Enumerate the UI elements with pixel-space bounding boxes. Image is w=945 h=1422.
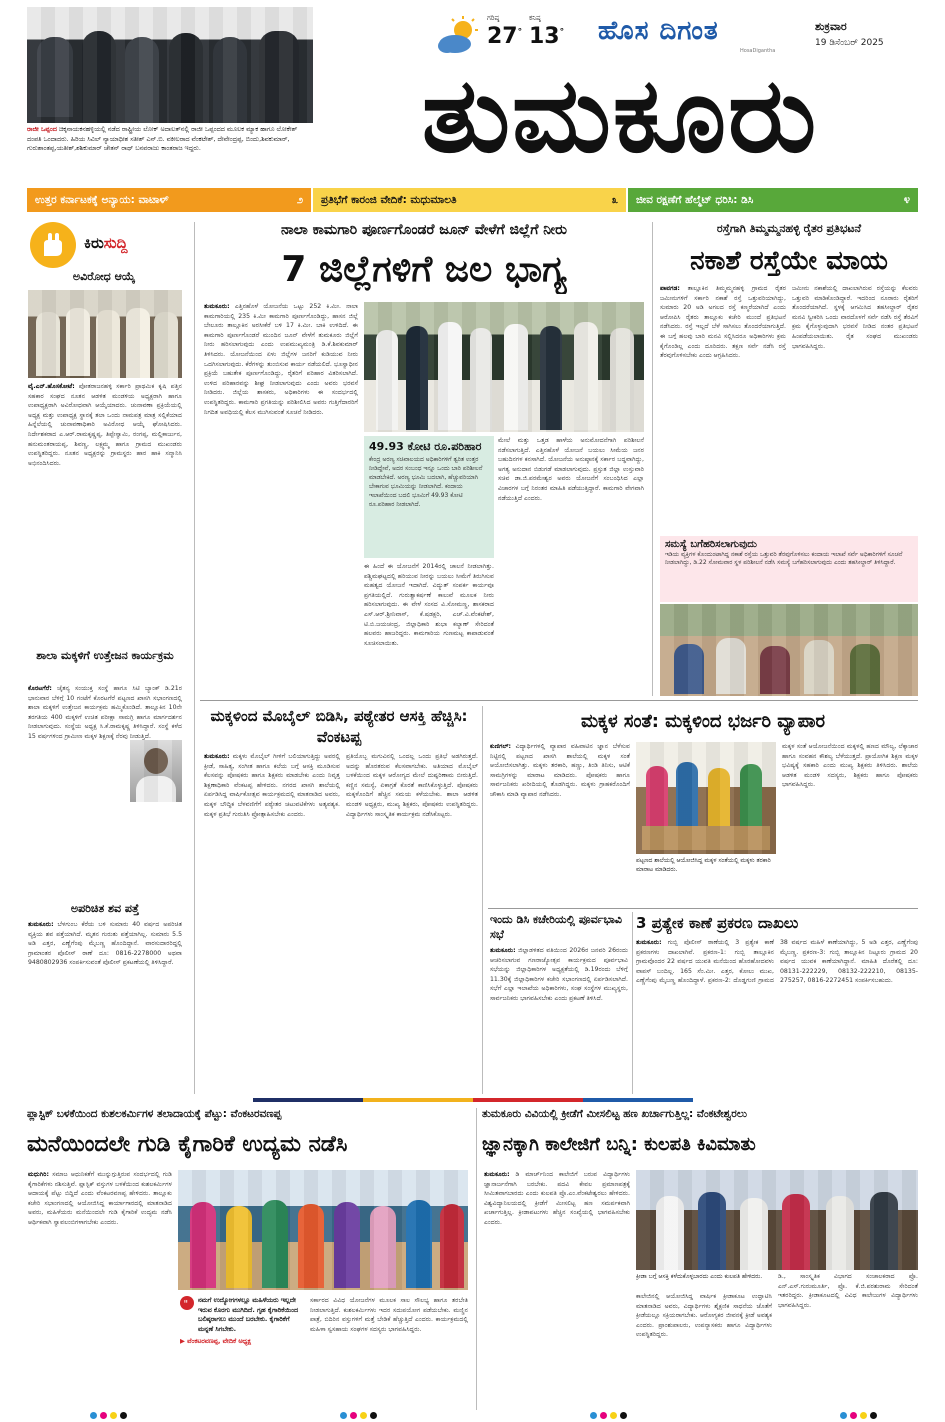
- right-kicker: ರಸ್ತೆಗಾಗಿ ತಿಮ್ಮಮ್ಮನಹಳ್ಳಿ ರೈತರ ಪ್ರತಿಭಟನೆ: [716, 222, 862, 235]
- min-temp: 13°: [529, 24, 565, 49]
- lead-col2: ಮೇಲೆ ಮತ್ತು ಒತ್ತಡ ಹಾಳೆಯ ಅನುಮೋದನೆಗಾಗಿ ಪರಿಶೀಲನೆ ನಡೆಸಲಾಗುತ್ತಿದೆ. ಎತ್ತಿನಹೊಳೆ ಯೋಜನೆ ಬಯಲು ಸೀಮೆಯ ಜನರ ಬಹುದಿನಗಳ ಕನಸಾಗಿದೆ. ಯೋಜನೆಯ ಅನುಷ್ಠಾನಕ್ಕೆ ಸರ್ಕಾರ ಬದ್ಧವಾಗಿದ್ದು, ಅಗತ್ಯ ಅನುದಾನ ಬಿಡುಗಡೆ ಮಾಡಲಾಗುವುದು. ಪ್ರಸ್ತುತ ಜಿಲ್ಲಾ ಉಸ್ತುವಾರಿ ಸಚಿವ ಡಾ.ಜಿ.ಪರಮೇಶ್ವರ ಅವರು ಯೋಜನೆಗೆ ಸಂಬಂಧಿಸಿದ ಎಲ್ಲಾ ವಿಚಾರಗಳ ಬಗ್ಗೆ ನಿರಂತರ ಮಾಹಿತಿ ಪಡೆಯುತ್ತಿದ್ದಾರೆ. ಕಾಮಗಾರಿ ವೇಗವಾಗಿ ನಡೆಯುತ್ತಿದೆ ಎಂದರು.: [498, 437, 644, 502]
- cases-body: ತುಮಕೂರು: ಗುಬ್ಬಿ ಪೊಲೀಸ್ ಠಾಣೆಯಲ್ಲಿ 3 ಪ್ರತ್ಯೇಕ ಕಾಣೆ ಪ್ರಕರಣಗಳು ದಾಖಲಾಗಿವೆ. ಪ್ರಕರಣ-1: ಗುಬ್ಬಿ ತಾಲ್ಲೂಕಿನ ಗ್ರಾಮವೊಂದರ 22 ವರ್ಷದ ಯುವತಿ ಮನೆಯಿಂದ ಹೊರಹೋದವಳು ವಾಪಸ್ ಬಂದಿಲ್ಲ. 165 ಸೆಂ.ಮೀ. ಎತ್ತರ, ಕೋಲು ಮುಖ, ಎಣ್ಣೆಗೆಂಪು ಮೈಬಣ್ಣ ಹೊಂದಿದ್ದಾಳೆ. ಪ್ರಕರಣ-2: ದೊಡ್ಡಗುಣಿ ಗ್ರಾಮದ 38 ವರ್ಷದ ಮಹಿಳೆ ಕಾಣೆಯಾಗಿದ್ದು, 5 ಅಡಿ ಎತ್ತರ, ಎಣ್ಣೆಗೆಂಪು ಮೈಬಣ್ಣ. ಪ್ರಕರಣ-3: ಗುಬ್ಬಿ ತಾಲ್ಲೂಕಿನ ನಿಟ್ಟೂರು ಗ್ರಾಮದ 20 ವರ್ಷದ ಯುವಕ ಕಾಣೆಯಾಗಿದ್ದಾನೆ. ಮಾಹಿತಿ ದೊರೆತಲ್ಲಿ ದೂ: 08131-222229, 08132-222210, 08135-275257, 0816-2272451 ಸಂಪರ್ಕಿಸಬಹುದು.: [636, 939, 918, 985]
- registration-marks-left: [90, 1412, 127, 1419]
- bottom-right-headline: ಜ್ಞಾನಕ್ಕಾಗಿ ಕಾಲೇಜಿಗೆ ಬನ್ನಿ: ಕುಲಪತಿ ಕಿವಿಮಾತು: [482, 1134, 756, 1155]
- lead-col3: ಈ ಹಿಂದೆ ಈ ಯೋಜನೆಗೆ 2014ರಲ್ಲಿ ಚಾಲನೆ ನೀಡಲಾಗಿತ್ತು. ಪಶ್ಚಿಮಘಟ್ಟದಲ್ಲಿ ಹರಿಯುವ ನೀರನ್ನು ಬಯಲು ಸೀಮೆಗೆ ತಿರುಗಿಸುವ ಮಹತ್ವದ ಯೋಜನೆ ಇದಾಗಿದೆ. ವಿದ್ಯುತ್ ಸಂಪರ್ಕ ಕಾರ್ಯವೂ ಪ್ರಗತಿಯಲ್ಲಿದೆ. ಗುರುತ್ವಾಕರ್ಷಣೆ ಕಾಲುವೆ ಮೂಲಕ ನೀರು ಹರಿಸಲಾಗುವುದು. ಈ ವೇಳೆ ಸಂಸದ ವಿ.ಸೋಮಣ್ಣ, ಶಾಸಕರಾದ ಎಸ್.ಆರ್.ಶ್ರೀನಿವಾಸ್, ಕೆ.ಷಡಕ್ಷರಿ, ಎಚ್.ವಿ.ವೆಂಕಟೇಶ್, ಟಿ.ಬಿ.ಜಯಚಂದ್ರ, ಜಿಲ್ಲಾಧಿಕಾರಿ ಶುಭಾ ಕಲ್ಯಾಣ್ ಸೇರಿದಂತೆ ಹಲವರು ಹಾಜರಿದ್ದರು. ಕಾಮಗಾರಿಯ ಗುಣಮಟ್ಟ ಕಾಪಾಡುವಂತೆ ಸೂಚಿಸಲಾಯಿತು.: [364, 563, 494, 647]
- top-photo: [27, 7, 313, 123]
- mid-right-col2: ಮಕ್ಕಳ ಸಂತೆ ಆಯೋಜನೆಯಿಂದ ಮಕ್ಕಳಲ್ಲಿ ಹಣದ ಮೌಲ್ಯ, ಲೆಕ್ಕಾಚಾರ ಹಾಗೂ ಸಂವಹನ ಕೌಶಲ್ಯ ಬೆಳೆಯುತ್ತದೆ. ಪ್ರಾಯೋಗಿಕ ಶಿಕ್ಷಣ ಮಕ್ಕಳ ಭವಿಷ್ಯಕ್ಕೆ ಸಹಕಾರಿ ಎಂದು ಮುಖ್ಯ ಶಿಕ್ಷಕರು ತಿಳಿಸಿದರು. ಶಾಲೆಯ ಆಡಳಿತ ಮಂಡಳಿ ಸದಸ್ಯರು, ಶಿಕ್ಷಕರು ಹಾಗೂ ಪೋಷಕರು ಭಾಗವಹಿಸಿದ್ದರು.: [782, 743, 918, 789]
- kirusuddi-story3-body: ತುಮಕೂರು: ಬೆಳಗುಂಬ ಕೆರೆಯ ಬಳಿ ಸುಮಾರು 40 ವರ್ಷದ ಅಪರಿಚಿತ ವ್ಯಕ್ತಿಯ ಶವ ಪತ್ತೆಯಾಗಿದೆ. ಮೃತನ ಗುರುತು ಪತ್ತೆಯಾಗಿಲ್ಲ. ಸುಮಾರು 5.5 ಅಡಿ ಎತ್ತರ, ಎಣ್ಣೆಗೆಂಪು ಮೈಬಣ್ಣ ಹೊಂದಿದ್ದಾನೆ. ವಾರಸುದಾರರಿದ್ದಲ್ಲಿ ಗ್ರಾಮಾಂತರ ಪೊಲೀಸ್ ಠಾಣೆ ದೂ: 0816-2278000 ಅಥವಾ 9480802936 ಸಂಪರ್ಕಿಸುವಂತೆ ಪೊಲೀಸ್ ಪ್ರಕಟಣೆಯಲ್ಲಿ ತಿಳಿಸಿದ್ದಾರೆ.: [28, 921, 182, 967]
- mid-right-headline: ಮಕ್ಕಳ ಸಂತೆ: ಮಕ್ಕಳಿಂದ ಭರ್ಜರಿ ವ್ಯಾಪಾರ: [580, 711, 826, 732]
- kirusuddi-story1-body: ವೈ.ಎನ್.ಹೊಸಕೋಟೆ: ಪೋತರಾಜನಹಳ್ಳಿ ಸರ್ಕಾರಿ ಪ್ರಾಥಮಿಕ ಕೃಷಿ ಪತ್ತಿನ ಸಹಕಾರ ಸಂಘದ ನೂತನ ಆಡಳಿತ ಮಂಡಳಿಯ ಅಧ್ಯಕ್ಷರಾಗಿ ಹಾಗೂ ಉಪಾಧ್ಯಕ್ಷರಾಗಿ ಅವಿರೋಧವಾಗಿ ಆಯ್ಕೆಯಾದರು. ಚುನಾವಣಾ ಪ್ರಕ್ರಿಯೆಯಲ್ಲಿ ಅಧ್ಯಕ್ಷ ಮತ್ತು ಉಪಾಧ್ಯಕ್ಷ ಸ್ಥಾನಕ್ಕೆ ತಲಾ ಒಂದು ನಾಮಪತ್ರ ಮಾತ್ರ ಸಲ್ಲಿಕೆಯಾದ ಹಿನ್ನೆಲೆಯಲ್ಲಿ ಚುನಾವಣಾಧಿಕಾರಿ ಅವಿರೋಧ ಆಯ್ಕೆ ಘೋಷಿಸಿದರು. ನಿರ್ದೇಶಕರಾದ ಎ.ಆರ್.ರಾಮಕೃಷ್ಣಪ್ಪ, ತಿಪ್ಪೇಸ್ವಾಮಿ, ರಂಗಪ್ಪ, ಮಲ್ಲಿಕಾರ್ಜುನ, ಹನುಮಂತರಾಯಪ್ಪ, ಶಿವಣ್ಣ, ಲಕ್ಷ್ಮಮ್ಮ ಹಾಗೂ ಗ್ರಾಮದ ಮುಖಂಡರು ಉಪಸ್ಥಿತರಿದ್ದರು. ನೂತನ ಅಧ್ಯಕ್ಷರನ್ನು ಗ್ರಾಮಸ್ಥರು ಹಾರ ಹಾಕಿ ಸನ್ಮಾನಿಸಿ ಅಭಿನಂದಿಸಿದರು.: [28, 383, 182, 467]
- paper-logo: ಹೊಸ ದಿಗಂತ HosaDigantha: [598, 16, 776, 54]
- kirusuddi-story3-title: ಅಪರಿಚಿತ ಶವ ಪತ್ತೆ: [70, 902, 140, 915]
- lead-headline: 7 ಜಿಲ್ಲೆಗಳಿಗೆ ಜಲ ಭಾಗ್ಯ: [281, 249, 567, 290]
- registration-marks-mid2: [590, 1412, 627, 1419]
- dateline: ಶುಕ್ರವಾರ 19 ಡಿಸೆಂಬರ್ 2025: [815, 20, 884, 48]
- mid-left-headline: ಮಕ್ಕಳಿಂದ ಮೊಬೈಲ್ ಬಿಡಿಸಿ, ಪಠ್ಯೇತರ ಆಸಕ್ತಿ ಹೆಚ್ಚಿಸಿ: ವೆಂಕಟಪ್ಪ: [210, 707, 468, 746]
- quote-icon: [180, 1296, 194, 1310]
- right-box: ಸಮಸ್ಯೆ ಬಗೆಹರಿಸಲಾಗುವುದು ಇಡಿಯ ವ್ಯಕ್ತಿಗಳ ಕೊಂದುಂಟಾಗಿದ್ದ ನಕಾಶೆ ರಸ್ತೆಯ ಒತ್ತುವರಿ ತೆರವುಗೊಳಿಸಲು ಕಂದಾಯ ಇಲಾಖೆ ಸರ್ವೆ ಅಧಿಕಾರಿಗಳಿಗೆ ಸೂಚನೆ ನೀಡಲಾಗಿದ್ದು, ಡಿ.22 ಸೋಮವಾರ ಸ್ಥಳ ಪರಿಶೀಲನೆ ನಡೆಸಿ ಸಮಸ್ಯೆ ಬಗೆಹರಿಸಲಾಗುವುದು ಎಂದು ತಹಸೀಲ್ದಾರ್ ತಿಳಿಸಿದ್ದಾರೆ.: [660, 536, 918, 602]
- bottom-right-col3: ಡಿ., ಸಾಂಸ್ಕೃತಿಕ ವಿಭಾಗದ ಸಂಚಾಲಕರಾದ ಪ್ರೊ. ಎನ್.ಎಸ್.ಗುರುಮೂರ್ತಿ, ಪ್ರೊ. ಕೆ.ಜಿ.ಪರಶುರಾಮ ಸೇರಿದಂತೆ ಇತರರಿದ್ದರು. ಕ್ರೀಡಾಕೂಟದಲ್ಲಿ ವಿವಿಧ ಕಾಲೇಜುಗಳ ವಿದ್ಯಾರ್ಥಿಗಳು ಭಾಗವಹಿಸಿದ್ದರು.: [778, 1273, 918, 1309]
- lead-col1: ತುಮಕೂರು: ಎತ್ತಿನಹೊಳೆ ಯೋಜನೆಯ ಒಟ್ಟು 252 ಕಿ.ಮೀ. ನಾಲಾ ಕಾಮಗಾರಿಯಲ್ಲಿ 235 ಕಿ.ಮೀ ಕಾಮಗಾರಿ ಪೂರ್ಣಗೊಂಡಿದ್ದು, ಹಾಸನ ಜಿಲ್ಲೆ ಬೇಲೂರು ತಾಲ್ಲೂಕಿನ ಅರಸೀಕೆರೆ ಬಳಿ 17 ಕಿ.ಮೀ. ಬಾಕಿ ಉಳಿದಿದೆ. ಈ ಕಾಮಗಾರಿ ಪೂರ್ಣಗೊಂಡರೆ ಮುಂದಿನ ಜೂನ್ ವೇಳೆಗೆ ತುಮಕೂರು ಜಿಲ್ಲೆಗೆ ನೀರು ಹರಿಸಲಾಗುವುದು ಎಂದು ಉಪಮುಖ್ಯಮಂತ್ರಿ ಡಿ.ಕೆ.ಶಿವಕುಮಾರ್ ತಿಳಿಸಿದರು. ಯೋಜನೆಯಿಂದ ಏಳು ಜಿಲ್ಲೆಗಳ ಜನರಿಗೆ ಕುಡಿಯುವ ನೀರು ಒದಗಿಸಲಾಗುವುದು. ಕೆರೆಗಳನ್ನು ತುಂಬಿಸುವ ಕಾರ್ಯ ನಡೆಯಲಿದೆ. ಭೂಸ್ವಾಧೀನ ಪ್ರಕ್ರಿಯೆ ಬಹುತೇಕ ಪೂರ್ಣಗೊಂಡಿದ್ದು, ರೈತರಿಗೆ ಪರಿಹಾರ ವಿತರಿಸಲಾಗಿದೆ. ಉಳಿದ ಪರಿಹಾರವನ್ನು ಶೀಘ್ರ ನೀಡಲಾಗುವುದು ಎಂದು ಅವರು ಭರವಸೆ ನೀಡಿದರು. ಜಿಲ್ಲೆಯ ಶಾಸಕರು, ಅಧಿಕಾರಿಗಳು ಈ ಸಂದರ್ಭದಲ್ಲಿ ಉಪಸ್ಥಿತರಿದ್ದರು. ಕಾಮಗಾರಿ ಪ್ರಗತಿಯನ್ನು ಪರಿಶೀಲಿಸಿದ ಅವರು ಗುತ್ತಿಗೆದಾರರಿಗೆ ನಿಗದಿತ ಅವಧಿಯಲ್ಲಿ ಕೆಲಸ ಮುಗಿಸುವಂತೆ ಸೂಚನೆ ನೀಡಿದರು.: [204, 303, 358, 416]
- bottom-right-photo: [636, 1170, 918, 1270]
- mid-right-photo-caption: ಪಟ್ಟಣದ ಶಾಲೆಯಲ್ಲಿ ಆಯೋಜಿಸಿದ್ದ ಮಕ್ಕಳ ಸಂತೆಯಲ್ಲಿ ಮಕ್ಕಳು ತರಕಾರಿ ಮಾರಾಟ ಮಾಡಿದರು.: [636, 857, 771, 873]
- registration-marks-mid1: [340, 1412, 377, 1419]
- index-bar: [27, 188, 918, 212]
- cases-headline: 3 ಪ್ರತ್ಯೇಕ ಕಾಣೆ ಪ್ರಕರಣ ದಾಖಲು: [636, 914, 799, 932]
- section-divider: [27, 1098, 918, 1102]
- right-col2: ಜಮೀನು ನಕಾಶೆಯಲ್ಲಿ ದಾಖಲಾಗಿರುವ ರಸ್ತೆಯನ್ನು ಕೆಲವರು ಒತ್ತುವರಿ ಮಾಡಿಕೊಂಡಿದ್ದಾರೆ. ಇದರಿಂದ ನೂರಾರು ರೈತರಿಗೆ ತೊಂದರೆಯಾಗಿದೆ. ಸ್ಥಳಕ್ಕೆ ಆಗಮಿಸಿದ ತಹಸೀಲ್ದಾರ್ ರೈತರ ಮನವಿ ಸ್ವೀಕರಿಸಿ ಒಂದು ವಾರದೊಳಗೆ ಸರ್ವೆ ನಡೆಸಿ ರಸ್ತೆ ತೆರವಿಗೆ ಕ್ರಮ ಕೈಗೊಳ್ಳುವುದಾಗಿ ಭರವಸೆ ನೀಡಿದ ನಂತರ ಪ್ರತಿಭಟನೆ ಹಿಂಪಡೆಯಲಾಯಿತು. ರೈತ ಸಂಘದ ಮುಖಂಡರು ಭಾಗವಹಿಸಿದ್ದರು.: [792, 285, 918, 350]
- kirusuddi-photo-1: [28, 290, 182, 378]
- registration-marks-right: [840, 1412, 877, 1419]
- top-photo-caption: ರಾಜೀ ಒಪ್ಪಂದ ಚಿಕ್ಕನಾಯಕನಹಳ್ಳಿಯಲ್ಲಿ ನಡೆದ ರಾಷ್ಟ್ರೀಯ ಲೋಕ್ ಅದಾಲತ್‌ನಲ್ಲಿ ರಾಜೀ ಒಪ್ಪಂದದ ಮೂಲಕ ಮ್ಯಾಕ ಹಾಗೂ ಲೋಕೇಶ್ ದಂಪತಿ ಒಂದಾದರು. ಹಿರಿಯ ಸಿವಿಲ್ ನ್ಯಾಯಾಧೀಶ ಸತೀಶ್ ಎನ್.ಬಿ. ವಕೀಲರಾದ ವೆಂಕಟೇಶ್, ದೇವೇಂದ್ರಪ್ಪ, ಬಿಂದು,ಶಿವಕುಮಾರ್, ಗುರುಶಾಂತಪ್ಪ,ಯತೀಶ್,ಶಶಿಕುಮಾರ್ ಚೇತನ್ ರಾಥ್ ಬನವರಾಜು ಕಾಂತರಾಜ ಇದ್ದರು.: [27, 125, 298, 152]
- bottom-left-quote: " ನಮಗೆ ಉದ್ಯೋಗಗಳಲ್ಲೂ ಮಹಿಳೆಯರು ಇಲ್ಲದೇ ಇರುವ ಕೊರಗು ಮುಗಿದಿದೆ. ಗೃಹ ಕೈಗಾರಿಕೆಯಿಂದ ಬಲಿಷ್ಠರಾಗಲು ಮುಂದೆ ಬರಬೇಕು. ಕೈಗಾರಿಕೆಗೆ ಮನ್ನಣೆ ಸಿಗಬೇಕು. ▶ ವೆಂಕಟರವಣಪ್ಪ, ವೇದಿಕೆ ಅಧ್ಯಕ್ಷ: [180, 1296, 304, 1410]
- masthead-title: ತುಮಕೂರು: [421, 54, 819, 176]
- svg-text:": ": [183, 1299, 189, 1310]
- right-photo: [660, 604, 918, 696]
- mid-left-col2: ಪ್ರತಿಯೊಬ್ಬ ಮಗುವಿನಲ್ಲಿ ಒಂದಲ್ಲ ಒಂದು ಪ್ರತಿಭೆ ಅಡಗಿರುತ್ತದೆ. ಅದನ್ನು ಹೊರತರುವ ಕೆಲಸವಾಗಬೇಕು. ಅತಿಯಾದ ಮೊಬೈಲ್ ಬಳಕೆಯಿಂದ ಮಕ್ಕಳ ಆರೋಗ್ಯದ ಮೇಲೆ ದುಷ್ಪರಿಣಾಮ ಬೀರುತ್ತಿದೆ. ಕಣ್ಣಿನ ಸಮಸ್ಯೆ, ಏಕಾಗ್ರತೆ ಕೊರತೆ ಕಾಣಿಸಿಕೊಳ್ಳುತ್ತಿದೆ. ಪೋಷಕರು ಮಕ್ಕಳೊಂದಿಗೆ ಹೆಚ್ಚಿನ ಸಮಯ ಕಳೆಯಬೇಕು. ಶಾಲಾ ಆಡಳಿತ ಮಂಡಳಿ ಅಧ್ಯಕ್ಷರು, ಮುಖ್ಯ ಶಿಕ್ಷಕರು, ಪೋಷಕರು ಉಪಸ್ಥಿತರಿದ್ದರು. ವಿದ್ಯಾರ್ಥಿಗಳು ಸಾಂಸ್ಕೃತಿಕ ಕಾರ್ಯಕ್ರಮ ನಡೆಸಿಕೊಟ್ಟರು.: [346, 753, 478, 818]
- kirusuddi-story1-title: ಅವಿರೋಧ ಆಯ್ಕೆ: [72, 270, 136, 283]
- lead-infobox: 49.93 ಕೋಟಿ ರೂ.ಪರಿಹಾರ ಕೇಂದ್ರ ಅರಣ್ಯ ಸಚಿವಾಲಯದ ಅಧಿಕಾರಿಗಳಿಗೆ ತ್ವರಿತ ಉತ್ತರ ನೀಡಿದ್ದೇವೆ, ಅದರ ಸಂಬಂಧ ಇನ್ನೂ ಒಂದು ಬಾರಿ ಪರಿಶೀಲನೆ ಮಾಡಬೇಕಿದೆ. ಅರಣ್ಯ ಭೂಮಿ ಬದಲಾಗಿ, ಹೆಚ್ಚುವರಿಯಾಗಿ ಬೇಕಾಗುವ ಭೂಮಿಯನ್ನು ನೀಡಲಾಗಿದೆ. ಕಂದಾಯ ಇಲಾಖೆಯಿಂದ ಬದಲಿ ಭೂಮಿಗೆ 49.93 ಕೋಟಿ ರೂ.ಪರಿಹಾರ ನೀಡಲಾಗಿದೆ.: [364, 436, 494, 558]
- index-item-1[interactable]: ಉತ್ತರ ಕರ್ನಾಟಕಕ್ಕೆ ಅನ್ಯಾಯ: ವಾಟಾಳ್ ೨: [27, 188, 313, 212]
- max-temp: 27°: [487, 24, 523, 49]
- bottom-left-kicker: ಪ್ಲಾಸ್ಟಿಕ್ ಬಳಕೆಯಿಂದ ಕುಶಲಕರ್ಮಿಗಳ ತಲಾದಾಯಕ್ಕೆ ಪೆಟ್ಟು: ವೆಂಕಟರವಣಪ್ಪ: [27, 1108, 282, 1120]
- bottom-right-photo-caption: ಕ್ರೀಡಾ ಬಗ್ಗೆ ಆಸಕ್ತಿ ಕಳೆದುಕೊಳ್ಳಬಾರದು ಎಂದು ಕುಲಪತಿ ಹೇಳಿದರು.: [636, 1273, 763, 1280]
- mid-right-photo: [636, 742, 776, 854]
- bottom-left-headline: ಮನೆಯಿಂದಲೇ ಗುಡಿ ಕೈಗಾರಿಕೆ ಉದ್ಯಮ ನಡೆಸಿ: [27, 1132, 348, 1157]
- mid-left-col1: ತುಮಕೂರು: ಮಕ್ಕಳು ಮೊಬೈಲ್ ಗೀಳಿಗೆ ಬಲಿಯಾಗುತ್ತಿದ್ದು ಅವರಲ್ಲಿ ಕ್ರೀಡೆ, ಸಾಹಿತ್ಯ, ಸಂಗೀತ ಹಾಗೂ ಕಲೆಯ ಬಗ್ಗೆ ಆಸಕ್ತಿ ಮೂಡಿಸುವ ಕೆಲಸವನ್ನು ಪೋಷಕರು ಹಾಗೂ ಶಿಕ್ಷಕರು ಮಾಡಬೇಕು ಎಂದು ನಿವೃತ್ತ ಶಿಕ್ಷಣಾಧಿಕಾರಿ ವೆಂಕಟಪ್ಪ ಹೇಳಿದರು. ನಗರದ ಖಾಸಗಿ ಶಾಲೆಯಲ್ಲಿ ಏರ್ಪಡಿಸಿದ್ದ ವಾರ್ಷಿಕೋತ್ಸವ ಕಾರ್ಯಕ್ರಮದಲ್ಲಿ ಮಾತನಾಡಿದ ಅವರು, ಮಕ್ಕಳ ಬೌದ್ಧಿಕ ಬೆಳವಣಿಗೆಗೆ ಪಠ್ಯೇತರ ಚಟುವಟಿಕೆಗಳು ಅತ್ಯವಶ್ಯಕ. ಮಕ್ಕಳ ಪ್ರತಿಭೆ ಗುರುತಿಸಿ ಪ್ರೋತ್ಸಾಹಿಸಬೇಕು ಎಂದರು.: [204, 753, 340, 818]
- bottom-left-photo: [178, 1170, 468, 1290]
- right-col1: ಪಾವಗಡ: ತಾಲ್ಲೂಕಿನ ತಿಮ್ಮಮ್ಮನಹಳ್ಳಿ ಗ್ರಾಮದ ರೈತರ ಜಮೀನುಗಳಿಗೆ ಸರ್ಕಾರಿ ನಕಾಶೆ ರಸ್ತೆ ಒತ್ತುವರಿಯಾಗಿದ್ದು, ಸುಮಾರು 20 ಅಡಿ ಅಗಲದ ರಸ್ತೆ ಕಣ್ಮರೆಯಾಗಿದೆ ಎಂದು ಆರೋಪಿಸಿ ರೈತರು ತಾಲ್ಲೂಕು ಕಚೇರಿ ಮುಂದೆ ಪ್ರತಿಭಟನೆ ನಡೆಸಿದರು. ರಸ್ತೆ ಇಲ್ಲದೆ ಬೆಳೆ ಸಾಗಿಸಲು ತೊಂದರೆಯಾಗುತ್ತಿದೆ. ಈ ಬಗ್ಗೆ ಹಲವು ಬಾರಿ ಮನವಿ ಸಲ್ಲಿಸಿದರೂ ಅಧಿಕಾರಿಗಳು ಕ್ರಮ ಕೈಗೊಂಡಿಲ್ಲ ಎಂದು ದೂರಿದರು. ತಕ್ಷಣ ಸರ್ವೆ ನಡೆಸಿ ರಸ್ತೆ ತೆರವುಗೊಳಿಸಬೇಕು ಎಂದು ಆಗ್ರಹಿಸಿದರು.: [660, 285, 786, 360]
- right-headline: ನಕಾಶೆ ರಸ್ತೆಯೇ ಮಾಯ: [690, 246, 888, 276]
- pinch-hand-icon: [38, 230, 68, 260]
- bottom-right-col1: ತುಮಕೂರು: ಡಿ ಮಾರ್ಚ್‌ನಿಂದ ಕಾಲೇಜಿಗೆ ಬರುವ ವಿದ್ಯಾರ್ಥಿಗಳು ಜ್ಞಾನಾರ್ಜನೆಗಾಗಿ ಬರಬೇಕು. ಪದವಿ ಕೇವಲ ಪ್ರಮಾಣಪತ್ರಕ್ಕೆ ಸೀಮಿತವಾಗಬಾರದು ಎಂದು ಕುಲಪತಿ ಪ್ರೊ.ಎಂ.ವೆಂಕಟೇಶ್ವರಲು ಹೇಳಿದರು. ವಿಶ್ವವಿದ್ಯಾನಿಲಯದಲ್ಲಿ ಕ್ರೀಡೆಗೆ ಮೀಸಲಿಟ್ಟ ಹಣ ಸಮರ್ಪಕವಾಗಿ ಖರ್ಚಾಗುತ್ತಿಲ್ಲ. ಕ್ರೀಡಾಪಟುಗಳು ಹೆಚ್ಚಿನ ಸಂಖ್ಯೆಯಲ್ಲಿ ಭಾಗವಹಿಸಬೇಕು ಎಂದರು.: [484, 1171, 630, 1226]
- weather-widget: ಗರಿಷ್ಠ 27° ಕನಿಷ್ಠ 13°: [437, 14, 577, 58]
- bottom-right-col2: ಕಾಲೇಜಿನಲ್ಲಿ ಆಯೋಜಿಸಿದ್ದ ವಾರ್ಷಿಕ ಕ್ರೀಡಾಕೂಟ ಉದ್ಘಾಟಿಸಿ ಮಾತನಾಡಿದ ಅವರು, ವಿದ್ಯಾರ್ಥಿಗಳು ಶೈಕ್ಷಣಿಕ ಸಾಧನೆಯ ಜೊತೆಗೆ ಕ್ರೀಡೆಯಲ್ಲೂ ಸಕ್ರಿಯರಾಗಬೇಕು. ಆರೋಗ್ಯಕರ ಜೀವನಕ್ಕೆ ಕ್ರೀಡೆ ಅವಶ್ಯಕ ಎಂದರು. ಪ್ರಾಂಶುಪಾಲರು, ಉಪನ್ಯಾಸಕರು ಹಾಗೂ ವಿದ್ಯಾರ್ಥಿಗಳು ಉಪಸ್ಥಿತರಿದ್ದರು.: [636, 1293, 772, 1339]
- bottom-left-col1: ಮಧುಗಿರಿ: ಸಮಾಜ ಆಧುನಿಕತೆಗೆ ಮುನ್ನುಗ್ಗುತ್ತಿರುವ ಸಂದರ್ಭದಲ್ಲಿ ಗುಡಿ ಕೈಗಾರಿಕೆಗಳು ನಶಿಸುತ್ತಿವೆ. ಪ್ಲಾಸ್ಟಿಕ್ ವಸ್ತುಗಳ ಬಳಕೆಯಿಂದ ಕುಶಲಕರ್ಮಿಗಳ ಆದಾಯಕ್ಕೆ ಪೆಟ್ಟು ಬಿದ್ದಿದೆ ಎಂದು ವೆಂಕಟರವಣಪ್ಪ ಹೇಳಿದರು. ತಾಲ್ಲೂಕು ಕಚೇರಿ ಸಭಾಂಗಣದಲ್ಲಿ ಆಯೋಜಿಸಿದ್ದ ಕಾರ್ಯಾಗಾರದಲ್ಲಿ ಮಾತನಾಡಿದ ಅವರು, ಮಹಿಳೆಯರು ಮನೆಯಿಂದಲೇ ಗುಡಿ ಕೈಗಾರಿಕೆ ಉದ್ಯಮ ನಡೆಸಿ ಆರ್ಥಿಕವಾಗಿ ಸ್ವಾವಲಂಬಿಗಳಾಗಬೇಕು ಎಂದರು.: [28, 1171, 172, 1226]
- bottom-right-kicker: ತುಮಕೂರು ವಿವಿಯಲ್ಲಿ ಕ್ರೀಡೆಗೆ ಮೀಸಲಿಟ್ಟ ಹಣ ಖರ್ಚಾಗುತ್ತಿಲ್ಲ: ವೆಂಕಟೇಶ್ವರಲು: [482, 1108, 747, 1120]
- kirusuddi-story2-body: ಕೊರಟಗೆರೆ: ಚೈತನ್ಯ ಸಂಯುಕ್ತ ಸಂಸ್ಥೆ ಹಾಗೂ ಸಿಟಿ ಬ್ಯಾಂಕ್ ಡಿ.21ರ ಭಾನುವಾರ ಬೆಳಿಗ್ಗೆ 10 ಗಂಟೆಗೆ ಕೊರಟಗೆರೆ ಪಟ್ಟಣದ ಖಾಸಗಿ ಸಭಾಂಗಣದಲ್ಲಿ ಶಾಲಾ ಮಕ್ಕಳಿಗೆ ಉತ್ತೇಜನ ಕಾರ್ಯಕ್ರಮ ಹಮ್ಮಿಕೊಂಡಿದೆ. ತಾಲ್ಲೂಕಿನ 10ನೇ ತರಗತಿಯ 400 ಮಕ್ಕಳಿಗೆ ಉಚಿತ ಪರೀಕ್ಷಾ ಸಾಮಗ್ರಿ ಹಾಗೂ ಮಾರ್ಗದರ್ಶನ ನೀಡಲಾಗುವುದು. ಸಂಸ್ಥೆಯ ಅಧ್ಯಕ್ಷ ಸಿ.ಕೆ.ರಾಮಕೃಷ್ಣ ತಿಳಿಸಿದ್ದಾರೆ. ಸಂಸ್ಥೆ ಕಳೆದ 15 ವರ್ಷಗಳಿಂದ ಗ್ರಾಮೀಣ ಮಕ್ಕಳ ಶಿಕ್ಷಣಕ್ಕೆ ನೆರವು ನೀಡುತ್ತಿದೆ.: [28, 685, 182, 740]
- kirusuddi-logo: ಕಿರುಸುದ್ದಿ: [30, 222, 180, 268]
- index-item-3[interactable]: ಜೀವ ರಕ್ಷಣೆಗೆ ಹೆಲ್ಮೆಟ್ ಧರಿಸಿ: ಡಿಸಿ ೪: [628, 188, 918, 212]
- dc-meeting-body: ತುಮಕೂರು: ಜಿಲ್ಲಾಡಳಿತದ ವತಿಯಿಂದ 2026ರ ಜನವರಿ 26ರಂದು ಆಚರಿಸಲಾಗುವ ಗಣರಾಜ್ಯೋತ್ಸವ ಕಾರ್ಯಕ್ರಮದ ಪೂರ್ವಭಾವಿ ಸಭೆಯನ್ನು ಜಿಲ್ಲಾಧಿಕಾರಿಗಳ ಅಧ್ಯಕ್ಷತೆಯಲ್ಲಿ ಡಿ.19ರಂದು ಬೆಳಿಗ್ಗೆ 11.30ಕ್ಕೆ ಜಿಲ್ಲಾಧಿಕಾರಿಗಳ ಕಚೇರಿ ಸಭಾಂಗಣದಲ್ಲಿ ಏರ್ಪಡಿಸಲಾಗಿದೆ. ಸಭೆಗೆ ಎಲ್ಲಾ ಇಲಾಖೆಯ ಅಧಿಕಾರಿಗಳು, ಸಂಘ ಸಂಸ್ಥೆಗಳ ಮುಖ್ಯಸ್ಥರು, ಸಾರ್ವಜನಿಕರು ಭಾಗವಹಿಸಬೇಕು ಎಂದು ಪ್ರಕಟಣೆ ತಿಳಿಸಿದೆ.: [490, 947, 628, 1002]
- lead-photo: [364, 302, 644, 432]
- bottom-left-col2: ಸರ್ಕಾರದ ವಿವಿಧ ಯೋಜನೆಗಳ ಮೂಲಕ ಸಾಲ ಸೌಲಭ್ಯ ಹಾಗೂ ತರಬೇತಿ ನೀಡಲಾಗುತ್ತಿದೆ. ಕುಶಲಕರ್ಮಿಗಳು ಇದರ ಸದುಪಯೋಗ ಪಡೆಯಬೇಕು. ಮಣ್ಣಿನ ಪಾತ್ರೆ, ಬಿದಿರಿನ ವಸ್ತುಗಳಿಗೆ ಮತ್ತೆ ಬೇಡಿಕೆ ಹೆಚ್ಚುತ್ತಿದೆ ಎಂದರು. ಕಾರ್ಯಕ್ರಮದಲ್ಲಿ ಮಹಿಳಾ ಸ್ವಸಹಾಯ ಸಂಘಗಳ ಸದಸ್ಯರು ಭಾಗವಹಿಸಿದ್ದರು.: [310, 1297, 468, 1333]
- dc-meeting-headline: ಇಂದು ಡಿಸಿ ಕಚೇರಿಯಲ್ಲಿ ಪೂರ್ವಭಾವಿ ಸಭೆ: [490, 913, 622, 941]
- quote-author: ▶ ವೆಂಕಟರವಣಪ್ಪ, ವೇದಿಕೆ ಅಧ್ಯಕ್ಷ: [180, 1337, 252, 1346]
- mid-right-col1: ಕುಣಿಗಲ್: ವಿದ್ಯಾರ್ಥಿಗಳಲ್ಲಿ ವ್ಯಾಪಾರ ವಹಿವಾಟಿನ ಜ್ಞಾನ ಬೆಳೆಸುವ ನಿಟ್ಟಿನಲ್ಲಿ ಪಟ್ಟಣದ ಖಾಸಗಿ ಶಾಲೆಯಲ್ಲಿ ಮಕ್ಕಳ ಸಂತೆ ಆಯೋಜಿಸಲಾಗಿತ್ತು. ಮಕ್ಕಳು ತರಕಾರಿ, ಹಣ್ಣು, ತಿಂಡಿ ತಿನಿಸು, ಆಟಿಕೆ ಸಾಮಗ್ರಿಗಳನ್ನು ಮಾರಾಟ ಮಾಡಿದರು. ಪೋಷಕರು ಹಾಗೂ ಸಾರ್ವಜನಿಕರು ಖರೀದಿಯಲ್ಲಿ ತೊಡಗಿದ್ದರು. ಮಕ್ಕಳು ಗ್ರಾಹಕರೊಂದಿಗೆ ಚೌಕಾಸಿ ಮಾಡಿ ವ್ಯಾಪಾರ ನಡೆಸಿದರು.: [490, 743, 630, 798]
- index-item-2[interactable]: ಪ್ರತಿಭೆಗೆ ಕಾರಂಜಿ ವೇದಿಕೆ: ಮಧುಮಾಲತಿ ೩: [313, 188, 628, 212]
- lead-kicker: ನಾಲಾ ಕಾಮಗಾರಿ ಪೂರ್ಣಗೊಂಡರೆ ಜೂನ್ ವೇಳೆಗೆ ಜಿಲ್ಲೆಗೆ ನೀರು: [281, 222, 567, 238]
- kirusuddi-story2-title: ಶಾಲಾ ಮಕ್ಕಳಿಗೆ ಉತ್ತೇಜನ ಕಾರ್ಯಕ್ರಮ: [36, 649, 174, 662]
